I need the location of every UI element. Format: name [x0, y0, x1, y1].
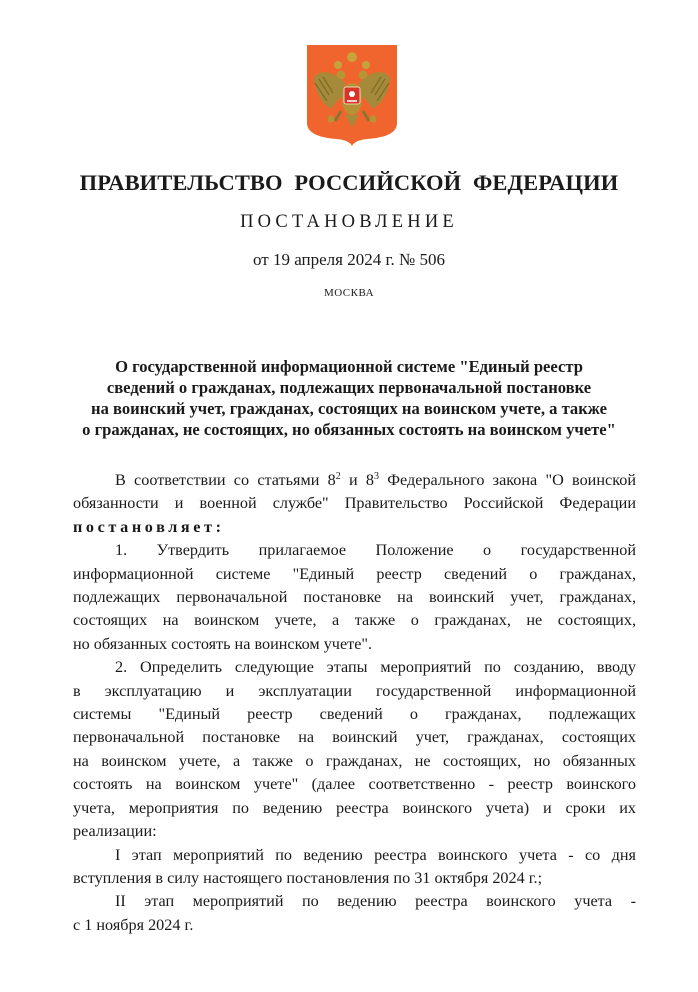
stage-line: с 1 ноября 2024 г. — [73, 915, 194, 934]
item-line: но обязанных состоять на воинском учете". — [73, 634, 373, 653]
document-body — [73, 469, 636, 937]
title-line: о гражданах, не состоящих, но обязанных состоять на воинском учете" — [82, 420, 616, 439]
item-line: 2. Определить следующие этапы мероприятий по созданию, вводу — [115, 658, 636, 677]
item-line: 1. Утвердить прилагаемое Положение о государственной — [115, 541, 636, 560]
stage-1 — [73, 844, 636, 891]
title-line: на воинский учет, гражданах, состоящих на воинском учете, а также — [91, 399, 607, 418]
stage-2 — [73, 890, 636, 937]
preamble — [73, 469, 636, 539]
item-line: учета, мероприятия по ведению реестра воинского учета) и сроки их — [73, 798, 636, 817]
stage-line: II этап мероприятий по ведению реестра воинского учета - — [115, 892, 636, 911]
article-superscript: 3 — [374, 471, 379, 482]
stage-line: I этап мероприятий по ведению реестра воинского учета - со дня — [115, 845, 636, 864]
item-line: первоначальной постановке на воинский учет, гражданах, состоящих — [73, 728, 636, 747]
item-line: подлежащих первоначальной постановке на воинский учет, гражданах, — [73, 588, 636, 607]
item-line: на воинском учете, а также о гражданах, не состоящих, но обязанных — [73, 751, 636, 770]
item-line: информационной системе "Единый реестр сведений о гражданах, — [73, 564, 636, 583]
preamble-line: обязанности и военной службе" Правительство Российской Федерации — [73, 494, 636, 513]
title-line: О государственной информационной системе "Единый реестр — [115, 357, 583, 376]
stage-line: вступления в силу настоящего постановления по 31 октября 2024 г.; — [73, 868, 543, 887]
document-type: ПОСТАНОВЛЕНИЕ — [240, 212, 458, 232]
item-line: реализации: — [73, 822, 157, 841]
title-line: сведений о гражданах, подлежащих первоначальной постановке — [106, 378, 592, 397]
item-1 — [73, 539, 636, 656]
resolves-word: постановляет: — [73, 517, 225, 536]
document-title — [0, 356, 698, 440]
item-line: в эксплуатацию и эксплуатации государственной информационной — [73, 681, 636, 700]
preamble-text: Федерального закона "О воинской — [379, 471, 636, 489]
item-line: состоящих на воинском учете, а также о гражданах, не состоящих, — [73, 611, 636, 630]
issuer-heading: ПРАВИТЕЛЬСТВО РОССИЙСКОЙ ФЕДЕРАЦИИ — [79, 170, 619, 195]
preamble-text: В соответствии со статьями 8 — [115, 471, 336, 489]
item-line: системы "Единый реестр сведений о гражданах, подлежащих — [73, 705, 636, 724]
article-superscript: 2 — [335, 471, 341, 482]
document-date-number: от 19 апреля 2024 г. № 506 — [253, 250, 445, 269]
preamble-text: и 8 — [340, 471, 374, 489]
coat-of-arms-emblem — [305, 43, 399, 147]
preamble-line — [73, 469, 636, 492]
item-line: состоять на воинском учете" (далее соответственно - реестр воинского — [73, 775, 636, 794]
document-city: МОСКВА — [323, 287, 375, 299]
item-2 — [73, 656, 636, 843]
